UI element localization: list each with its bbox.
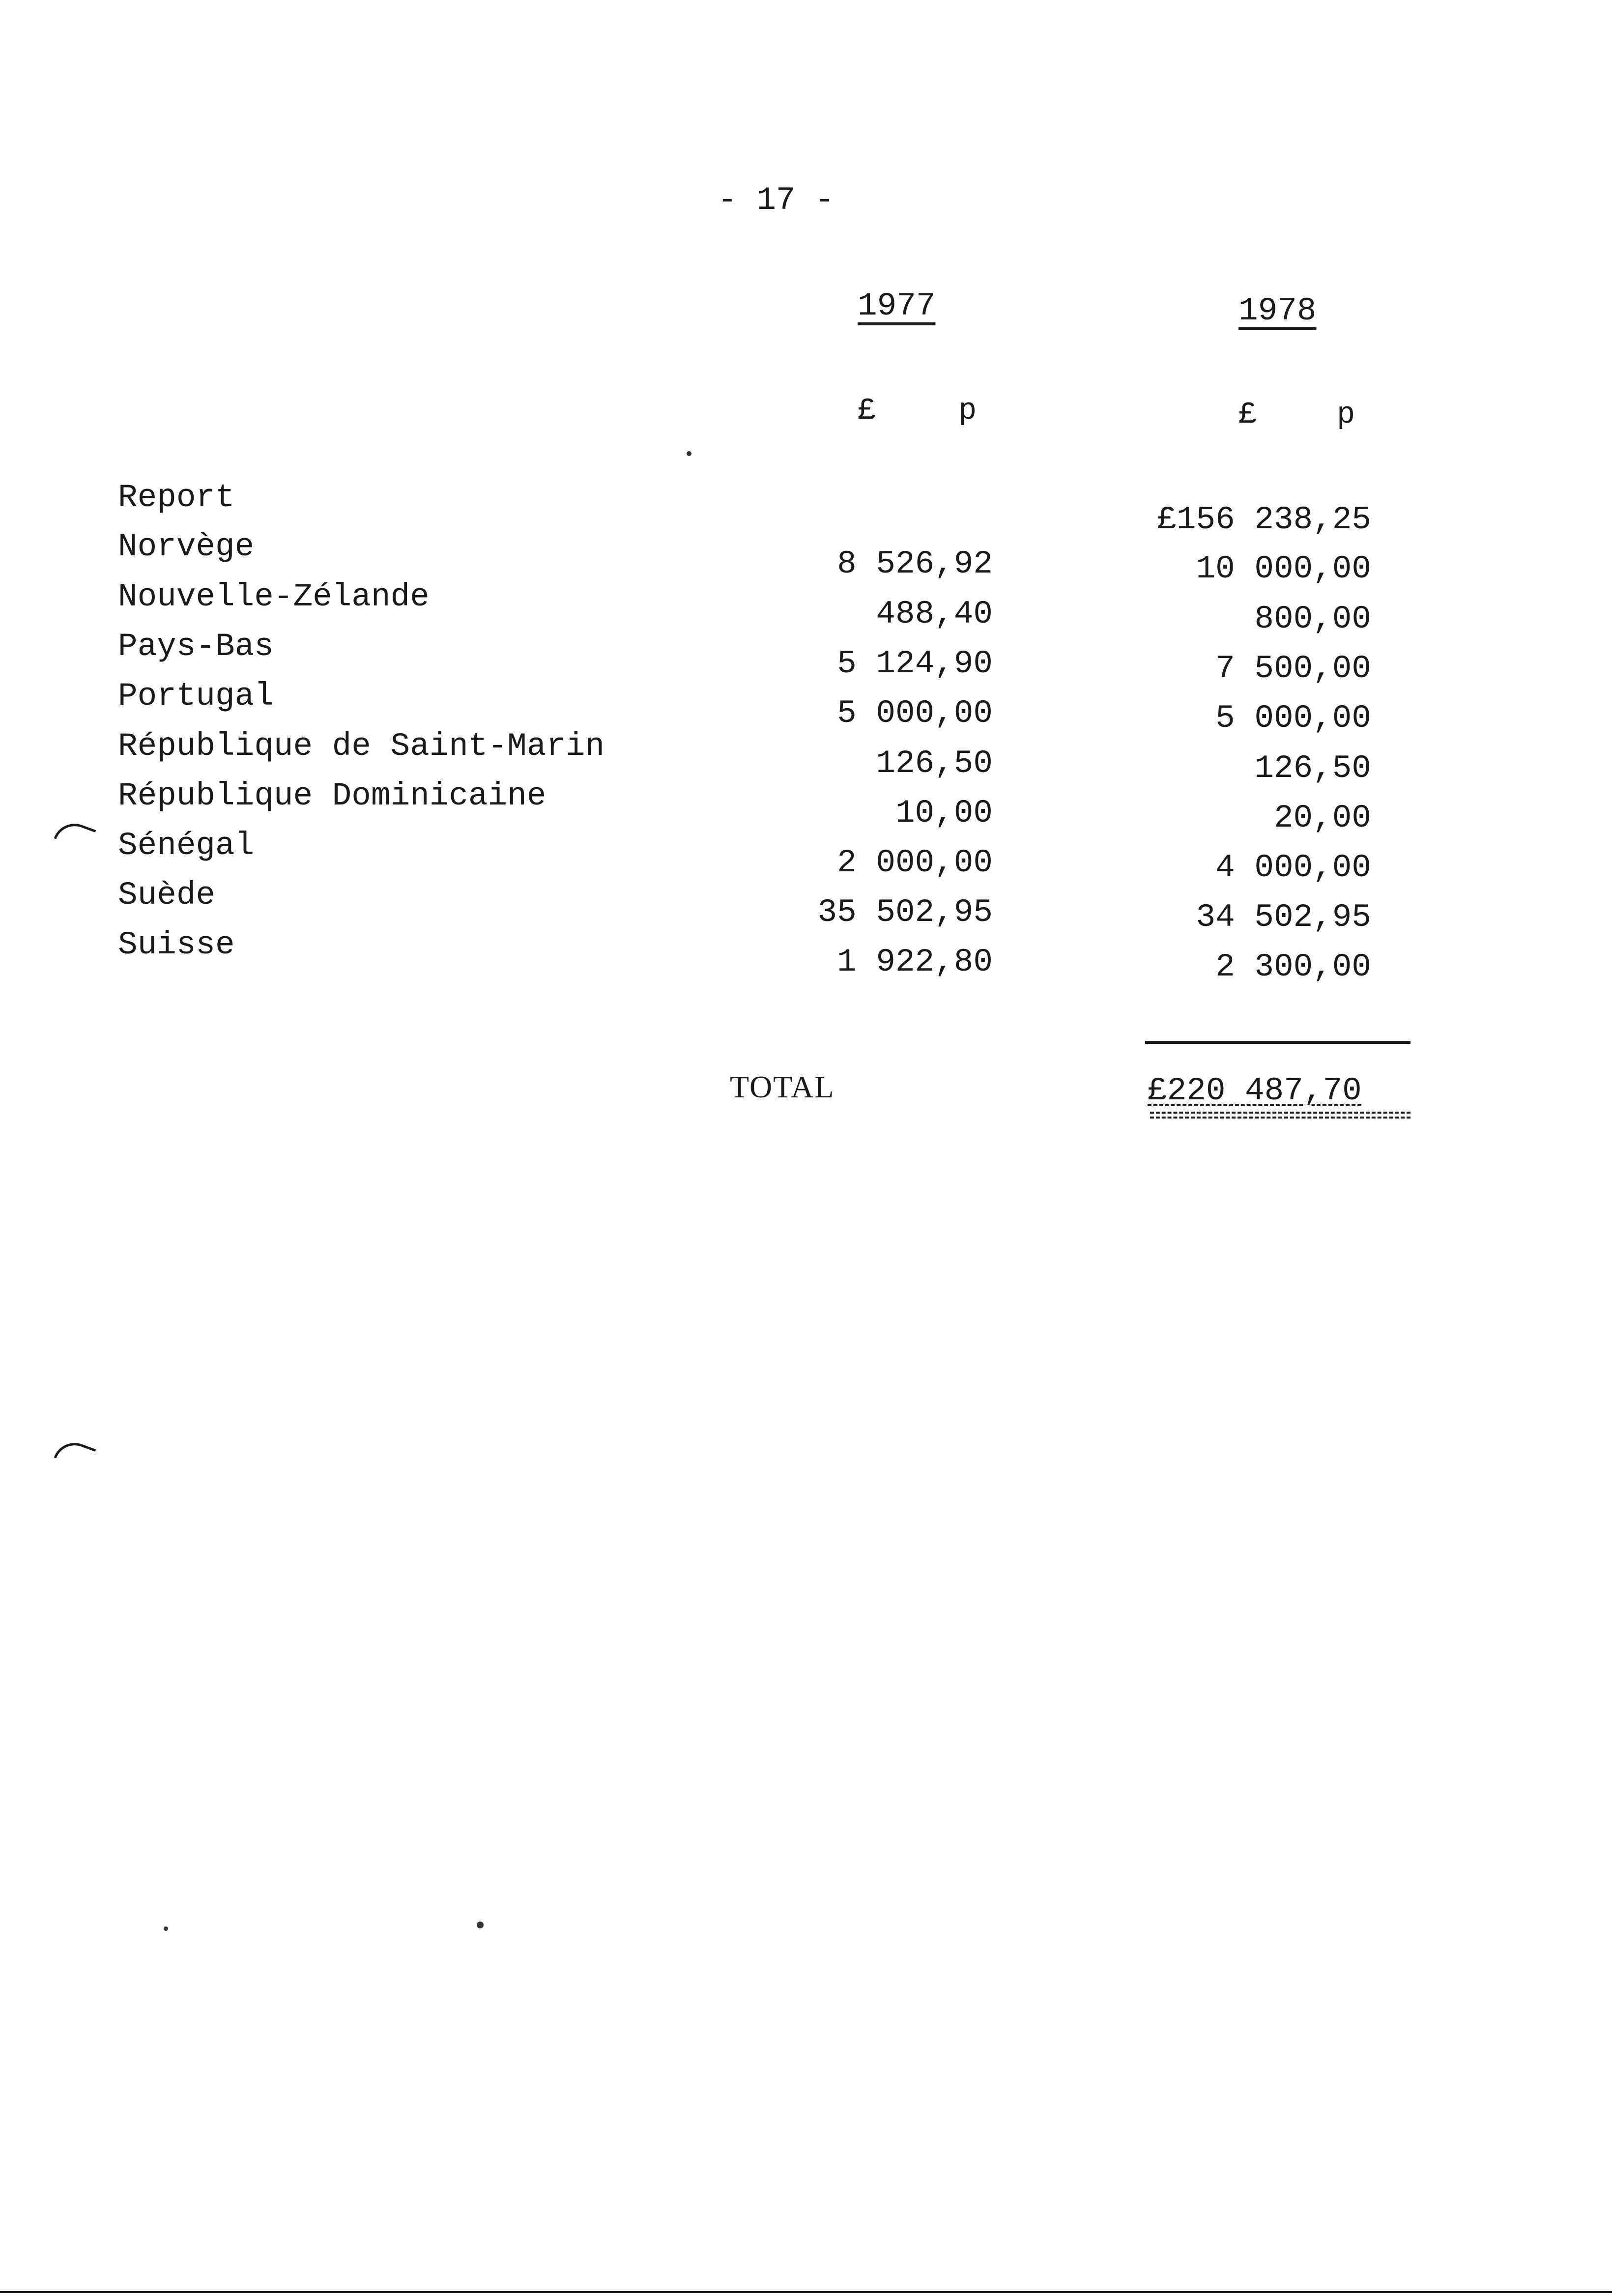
value-1978: £156 238,25 xyxy=(1157,501,1371,538)
country-label: Portugal xyxy=(118,678,274,715)
value-1977: 488,40 xyxy=(876,596,993,632)
table-row xyxy=(0,827,1612,886)
column-header-1978: 1978 xyxy=(1238,292,1317,329)
value-1977: 35 502,95 xyxy=(817,894,993,931)
speck xyxy=(164,1926,168,1931)
value-1977: 1 922,80 xyxy=(837,944,993,980)
table-row xyxy=(0,628,1612,687)
value-1977: 126,50 xyxy=(876,745,993,782)
value-1978: 126,50 xyxy=(1254,750,1371,787)
table-row xyxy=(0,528,1612,587)
value-1977: 10,00 xyxy=(895,795,993,832)
country-label: Sénégal xyxy=(118,827,255,864)
page-number: - 17 - xyxy=(718,182,835,219)
value-1977: 5 000,00 xyxy=(837,695,993,732)
value-1978: 10 000,00 xyxy=(1196,550,1371,587)
country-label: République Dominicaine xyxy=(118,777,547,814)
hole-punch-mark xyxy=(54,1437,96,1470)
unit-pound-1978: £ xyxy=(1238,397,1257,432)
unit-pence-1977: p xyxy=(958,393,977,428)
value-1978: 34 502,95 xyxy=(1196,899,1371,936)
country-label: Pays-Bas xyxy=(118,628,274,665)
total-value: £220 487,70 xyxy=(1148,1072,1362,1109)
page-edge xyxy=(0,2291,1612,2293)
country-label: Suède xyxy=(118,877,216,914)
speck xyxy=(477,1922,484,1928)
table-row xyxy=(0,479,1612,538)
value-1977: 2 000,00 xyxy=(837,844,993,881)
unit-pound-1977: £ xyxy=(858,393,876,428)
table-row xyxy=(0,678,1612,737)
unit-pence-1978: p xyxy=(1337,397,1355,432)
value-1977: 8 526,92 xyxy=(837,545,993,582)
value-1978: 4 000,00 xyxy=(1215,849,1371,886)
table-row xyxy=(0,926,1612,985)
value-1978: 20,00 xyxy=(1273,800,1371,836)
country-label: Suisse xyxy=(118,926,235,963)
value-1978: 7 500,00 xyxy=(1215,650,1371,687)
total-label: TOTAL xyxy=(730,1069,835,1104)
value-1978: 2 300,00 xyxy=(1215,948,1371,985)
column-header-1977: 1977 xyxy=(858,287,936,324)
value-1978: 5 000,00 xyxy=(1215,700,1371,737)
double-underline xyxy=(1150,1112,1410,1119)
sum-rule xyxy=(1145,1041,1410,1044)
table-row xyxy=(0,728,1612,787)
country-label: Report xyxy=(118,479,235,516)
table-row xyxy=(0,877,1612,936)
country-label: Norvège xyxy=(118,528,255,565)
value-1978: 800,00 xyxy=(1254,601,1371,637)
table-row xyxy=(0,777,1612,836)
country-label: République de Saint-Marin xyxy=(118,728,605,765)
country-label: Nouvelle-Zélande xyxy=(118,578,430,615)
table-row xyxy=(0,578,1612,637)
speck xyxy=(687,451,691,456)
value-1977: 5 124,90 xyxy=(837,645,993,682)
